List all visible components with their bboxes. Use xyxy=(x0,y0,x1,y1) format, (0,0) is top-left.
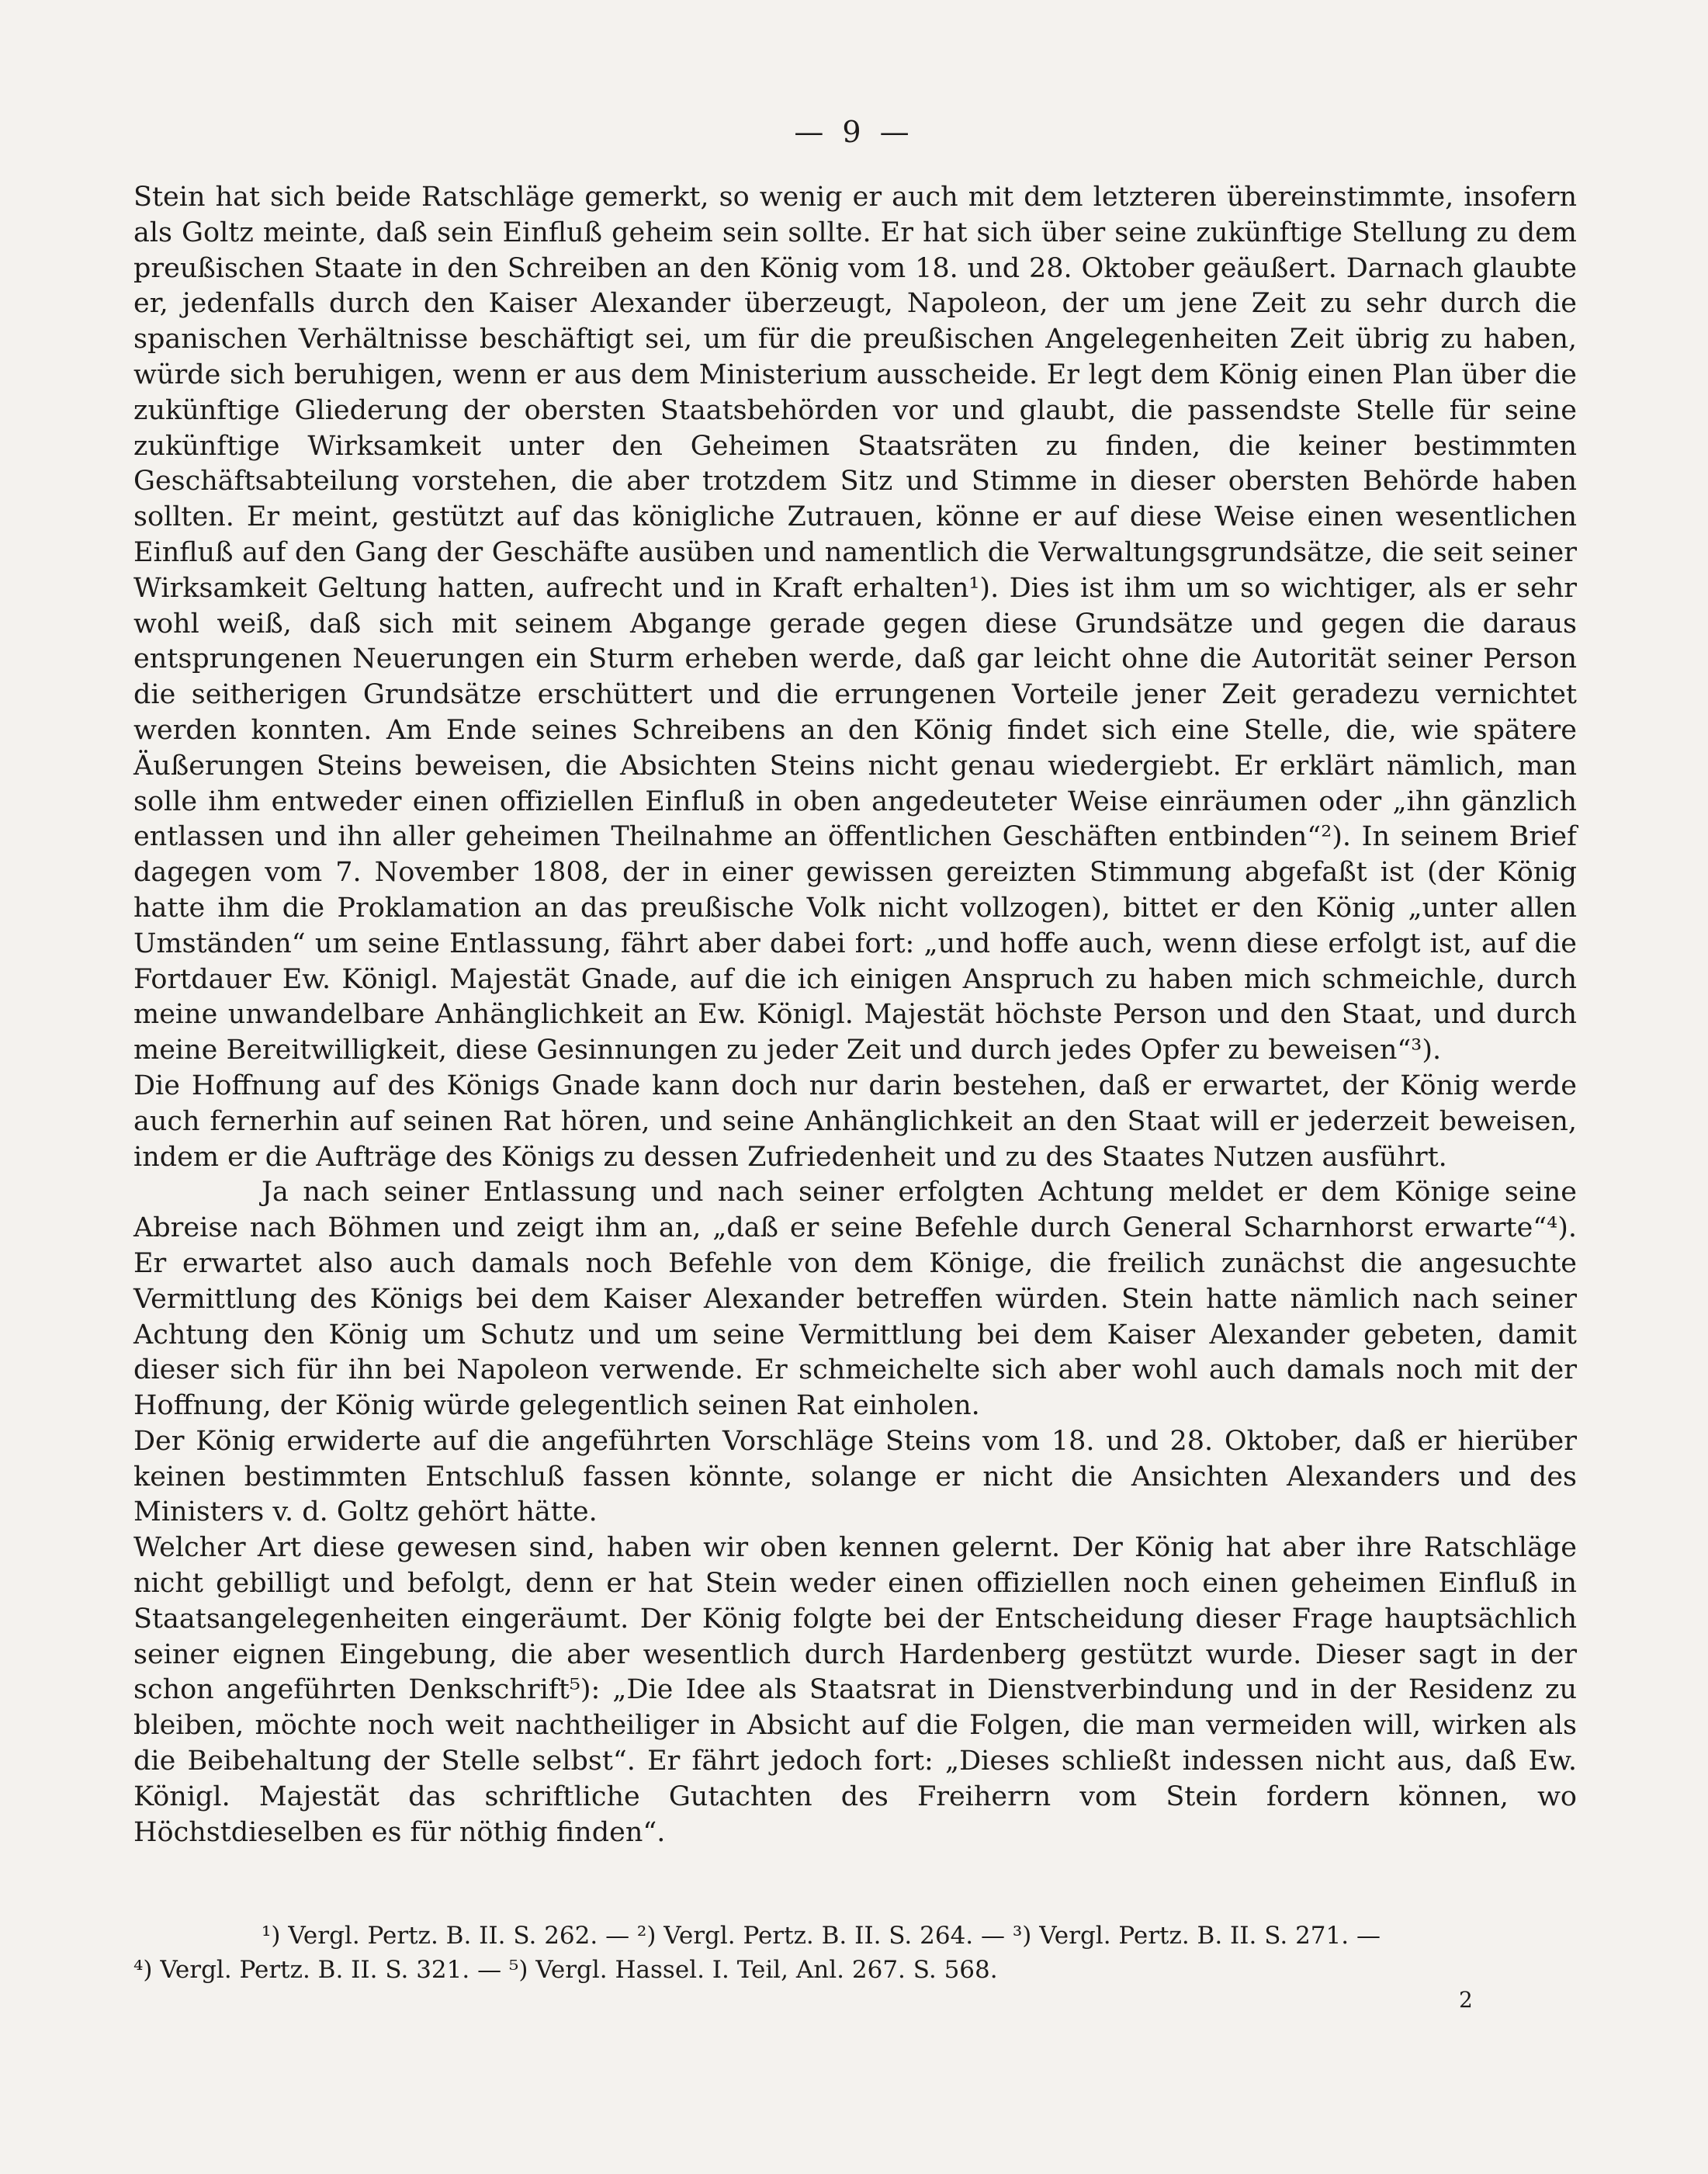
paragraph-4: Der König erwiderte auf die angeführten Vorschläge Steins vom 18. und 28. Oktober, daß er hierüber keinen bestimmten Entschluß fassen könnte, solange er nicht die Ansichten Alexanders und des Ministers v. d. Goltz gehört hätte. xyxy=(133,1425,1577,1528)
footnotes xyxy=(133,1919,1577,1987)
paragraph-1: Stein hat sich beide Ratschläge gemerkt, so wenig er auch mit dem letzteren übereinstimmte, insofern als Goltz meinte, daß sein Einfluß geheim sein sollte. Er hat sich über seine zukünftige Stellung zu dem preußischen Staate in den Schreiben an den König vom 18. und 28. Oktober geäußert. Darnach glaubte er, jedenfalls durch den Kaiser Alexander überzeugt, Napoleon, der um jene Zeit zu sehr durch die spanischen Verhältnisse beschäftigt sei, um für die preußischen Angelegenheiten Zeit übrig zu haben, würde sich beruhigen, wenn er aus dem Ministerium ausscheide. Er legt dem König einen Plan über die zukünftige Gliederung der obersten Staatsbehörden vor und glaubt, die passendste Stelle für seine zukünftige Wirksamkeit unter den Geheimen Staatsräten zu finden, die keiner bestimmten Geschäftsabteilung vorstehen, die aber trotzdem Sitz und Stimme in dieser obersten Behörde haben sollten. Er meint, gestützt auf das königliche Zutrauen, könne er auf diese Weise einen wesentlichen Einfluß auf den Gang der Geschäfte ausüben und namentlich die Verwaltungsgrundsätze, die seit seiner Wirksamkeit Geltung hatten, aufrecht und in Kraft erhalten¹). Dies ist ihm um so wichtiger, als er sehr wohl weiß, daß sich mit seinem Abgange gerade gegen diese Grundsätze und gegen die daraus entsprungenen Neuerungen ein Sturm erheben werde, daß gar leicht ohne die Autorität seiner Person die seitherigen Grundsätze erschüttert und die errungenen Vorteile jener Zeit geradezu vernichtet werden konnten. Am Ende seines Schreibens an den König findet sich eine Stelle, die, wie spätere Äußerungen Steins beweisen, die Absichten Steins nicht genau wiedergiebt. Er erklärt nämlich, man solle ihm entweder einen offiziellen Einfluß in oben angedeuteter Weise einräumen oder „ihn gänzlich entlassen und ihn aller geheimen Theilnahme an öffentlichen Geschäften entbinden“²). In seinem Brief dagegen vom 7. November 1808, der in einer gewissen gereizten Stimmung abgefaßt ist (der König hatte ihm die Proklamation an das preußische Volk nicht vollzogen), bittet er den König „unter allen Umständen“ um seine Entlassung, fährt aber dabei fort: „und hoffe auch, wenn diese erfolgt ist, auf die Fortdauer Ew. Königl. Majestät Gnade, auf die ich einigen Anspruch zu haben mich schmeichle, durch meine unwandelbare Anhänglichkeit an Ew. Königl. Majestät höchste Person und den Staat, und durch meine Bereitwilligkeit, diese Gesinnungen zu jeder Zeit und durch jedes Opfer zu beweisen“³). xyxy=(133,182,1577,1066)
signature-mark: 2 xyxy=(1459,1987,1473,2013)
paragraph-5: Welcher Art diese gewesen sind, haben wir oben kennen gelernt. Der König hat aber ihre Ratschläge nicht gebilligt und befolgt, denn er hat Stein weder einen offiziellen noch einen geheimen Einfluß in Staatsangelegenheiten eingeräumt. Der König folgte bei der Entscheidung dieser Frage hauptsächlich seiner eignen Eingebung, die aber wesentlich durch Hardenberg gestützt wurde. Dieser sagt in der schon angeführten Denkschrift⁵): „Die Idee als Staatsrat in Dienstverbindung und in der Residenz zu bleiben, möchte noch weit nachtheiliger in Absicht auf die Folgen, die man vermeiden will, wirken als die Beibehaltung der Stelle selbst“. Er fährt jedoch fort: „Dieses schließt indessen nicht aus, daß Ew. Königl. Majestät das schriftliche Gutachten des Freiherrn vom Stein fordern können, wo Höchstdieselben es für nöthig finden“. xyxy=(133,1532,1577,1848)
body-text xyxy=(133,180,1577,1850)
paragraph-3: Ja nach seiner Entlassung und nach seiner erfolgten Achtung meldet er dem Könige seine Abreise nach Böhmen und zeigt ihm an, „daß er seine Befehle durch General Scharnhorst erwarte“⁴). Er erwartet also auch damals noch Befehle von dem Könige, die freilich zunächst die angesuchte Vermittlung des Königs bei dem Kaiser Alexander betreffen würden. Stein hatte nämlich nach seiner Achtung den König um Schutz und um seine Vermittlung bei dem Kaiser Alexander gebeten, damit dieser sich für ihn bei Napoleon verwende. Er schmeichelte sich aber wohl auch damals noch mit der Hoffnung, der König würde gelegentlich seinen Rat einholen. xyxy=(133,1177,1577,1422)
page-number: — 9 — xyxy=(794,115,914,149)
footnote-line-1: ¹) Vergl. Pertz. B. II. S. 262. — ²) Vergl. Pertz. B. II. S. 264. — ³) Vergl. Pertz. B. II. S. 271. — xyxy=(262,1922,1381,1950)
footnote-line-2: ⁴) Vergl. Pertz. B. II. S. 321. — ⁵) Vergl. Hassel. I. Teil, Anl. 267. S. 568. xyxy=(133,1956,998,1984)
paragraph-2: Die Hoffnung auf des Königs Gnade kann doch nur darin bestehen, daß er erwartet, der König werde auch fernerhin auf seinen Rat hören, und seine Anhänglichkeit an den Staat will er jederzeit beweisen, indem er die Aufträge des Königs zu dessen Zufriedenheit und zu des Staates Nutzen ausführt. xyxy=(133,1070,1577,1173)
